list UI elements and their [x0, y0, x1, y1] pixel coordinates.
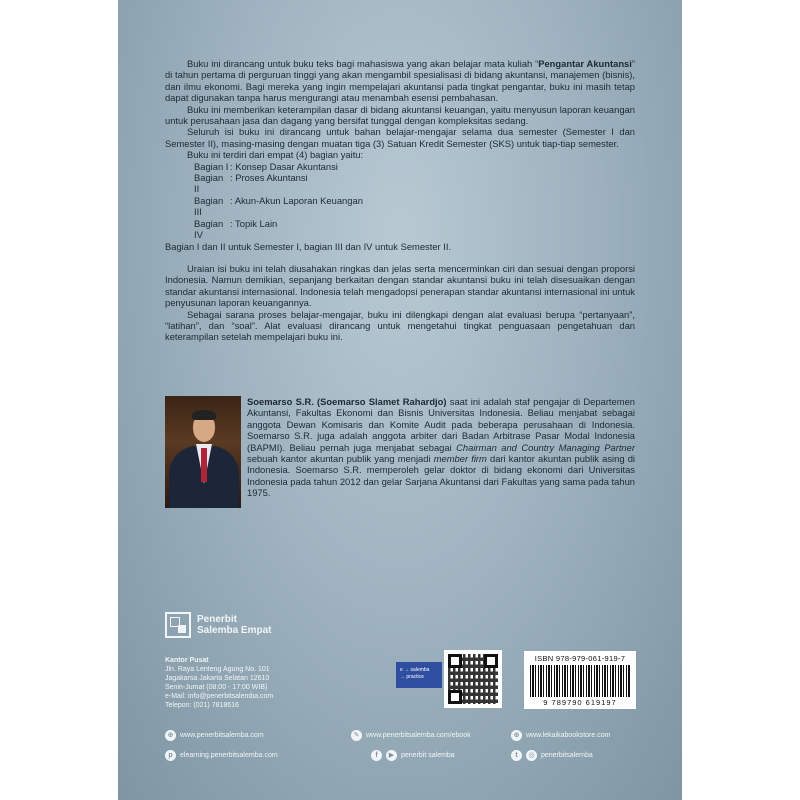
office-email: e-Mail: info@penerbitsalemba.com	[165, 693, 274, 700]
isbn-number: ISBN 978-979-061-919-7	[534, 654, 626, 663]
qr-code-icon	[444, 650, 502, 708]
youtube-icon: ▶	[386, 750, 397, 761]
address-line: Jagakarsa Jakarta Selatan 12610	[165, 675, 270, 682]
office-address	[165, 656, 273, 710]
description-paragraph-4: Buku ini terdiri dari empat (4) bagian yaitu:	[187, 149, 364, 161]
barcode-digits: 9 789790 619197	[543, 698, 617, 707]
globe-icon: ⊕	[165, 730, 176, 741]
description-paragraph-3: Seluruh isi buku ini dirancang untuk bahan belajar-mengajar selama dua semester (Semester I dan Semester II), masing-masing dengan muatan tiga (3) Satuan Kredit Semester (SKS) untuk tiap-tiap semester.	[165, 126, 635, 149]
publisher-logo	[165, 612, 271, 638]
description-paragraph-6: Uraian isi buku ini telah diusahakan ringkas dan jelas serta mencerminkan ciri dan sesuai dengan proporsi Indonesia. Namun demikian, sepanjang berkaitan dengan standar akuntansi buku ini telah disesuaikan dengan standar akuntansi internasional. Indonesia telah mengadopsi penerapan standar akuntansi internasional ini untuk penyusunan laporan keuangannya.	[165, 262, 635, 309]
barcode-icon	[530, 665, 630, 697]
author-name: Soemarso S.R. (Soemarso Slamet Rahardjo)	[247, 396, 447, 407]
globe-icon: ⊕	[511, 730, 522, 741]
office-phone: Telepon: (021) 7818616	[165, 702, 239, 709]
publisher-label: Penerbit	[197, 614, 238, 625]
list-item: Bagian III : Akun-Akun Laporan Keuangan	[194, 194, 363, 218]
link-social-facebook[interactable]: f ▶ penerbit salemba	[371, 750, 455, 761]
elearning-badge: e → salemba → practice	[396, 662, 442, 688]
link-elearning[interactable]: p elearning.penerbitsalemba.com	[165, 750, 278, 761]
list-item: Bagian IV : Topik Lain	[194, 217, 278, 241]
list-item: Bagian II : Proses Akuntansi	[194, 172, 308, 195]
author-section	[165, 396, 635, 511]
course-title: Pengantar Akuntansi	[538, 58, 632, 69]
twitter-icon: t	[511, 750, 522, 761]
pinterest-icon: p	[165, 750, 176, 761]
description-paragraph-2: Buku ini memberikan keterampilan dasar di bidang akuntansi keuangan, yaitu menyusun laporan keuangan untuk perusahaan jasa dan dagang yang bersifat tunggal dengan kompleksitas sedang.	[165, 103, 635, 127]
link-website[interactable]: ⊕ www.penerbitsalemba.com	[165, 730, 264, 741]
author-photo	[165, 396, 241, 508]
list-item: Bagian I : Konsep Dasar Akuntansi	[194, 160, 338, 172]
link-ebook[interactable]: ✎ www.penerbitsalemba.com/ebook	[351, 730, 471, 741]
semester-note: Bagian I dan II untuk Semester I, bagian III dan IV untuk Semester II.	[165, 240, 452, 252]
book-back-cover	[118, 0, 682, 800]
publisher-name: Salemba Empat	[197, 625, 272, 636]
link-bookstore[interactable]: ⊕ www.lekaikabookstore.com	[511, 730, 610, 741]
description-paragraph-1: Buku ini dirancang untuk buku teks bagi mahasiswa yang akan belajar mata kuliah “Pengantar Akuntansi” di tahun pertama di perguruan tinggi yang akan mengambil spesialisasi di bidang akuntansi, manajemen (bisnis), dan ilmu ekonomi. Bagi mereka yang ingin mempelajari akuntansi pada tingkat pengantar, buku ini masih tetap dapat digunakan tanpa harus mengurangi atau menambah esensi pembahasan.	[165, 58, 636, 104]
feather-icon: ✎	[351, 730, 362, 741]
office-hours: Senin-Jumat (08:00 - 17:00 WIB)	[165, 684, 268, 691]
instagram-icon: ◎	[526, 750, 537, 761]
office-title: Kantor Pusat	[165, 657, 209, 664]
facebook-icon: f	[371, 750, 382, 761]
description-paragraph-7: Sebagai sarana proses belajar-mengajar, buku ini dilengkapi dengan alat evaluasi berupa “pertanyaan”, “latihan”, dan “soal”. Alat evaluasi dirancang untuk mengetahui tingkat penguasaan pengetahuan dan keterampilan setelah mempelajari buku ini.	[165, 308, 635, 343]
book-description	[165, 58, 635, 343]
isbn-barcode	[524, 651, 636, 709]
book-parts-list	[165, 161, 635, 241]
link-social-twitter[interactable]: t ◎ penerbitsalemba	[511, 750, 593, 761]
author-bio: Soemarso S.R. (Soemarso Slamet Rahardjo) saat ini adalah staf pengajar di Departemen Akuntansi, Fakultas Ekonomi dan Bisnis Universitas Indonesia. Beliau menjabat sebagai anggota Dewan Komisaris dan Komite Audit pada beberapa perusahaan di Indonesia. Soemarso S.R. juga adalah anggota arbiter dari Badan Arbitrase Pasar Modal Indonesia (BAPMI). Beliau pernah juga menjabat sebagai Chairman and Country Managing Partner sebuah kantor akuntan publik yang menjadi member firm dari kantor akuntan publik asing di Indonesia. Soemarso S.R. memperoleh gelar doktor di bidang ekonomi dari Universitas Indonesia pada tahun 2012 dan gelar Sarjana Akuntansi dari Fakultas yang sama pada tahun 1975.	[247, 396, 635, 499]
salemba-logo-icon	[165, 612, 191, 638]
address-line: Jln. Raya Lenteng Agung No. 101	[165, 666, 270, 673]
